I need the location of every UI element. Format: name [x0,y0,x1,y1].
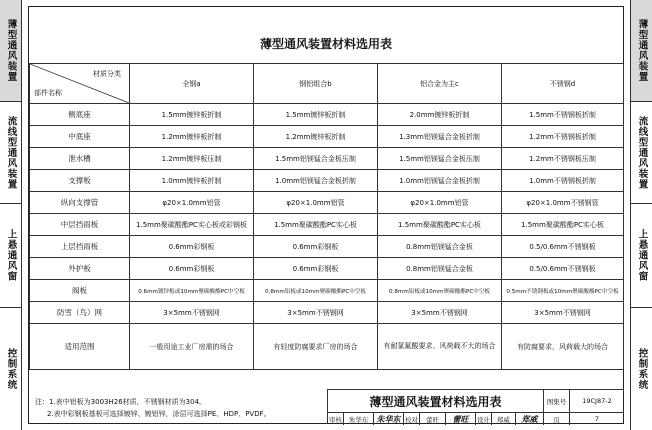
title-block [327,389,623,424]
side-tab-control-system-right[interactable]: 控制系统 [636,348,648,390]
row-name: 中底座 [30,126,130,148]
column-header: 铝合金为主c [378,64,502,104]
table-cell: 3×5mm不锈钢网 [502,302,624,324]
title-block-title: 薄型通风装置材料选用表 [328,390,544,413]
table-cell: 1.0mm镀锌板折制 [130,170,254,192]
table-cell: 3×5mm不锈钢网 [378,302,502,324]
table-cell: 有轻度防腐要求厂房的场合 [254,324,378,370]
table-cell: 0.8mm铝板或10mm聚碳酸酯PC中空板 [378,280,502,302]
table-cell: 1.0mm铝镁锰合金板折制 [378,170,502,192]
row-name: 泄水槽 [30,148,130,170]
table-cell: 1.0mm铝镁锰合金板折制 [254,170,378,192]
checker-signature: 蕾旺 [446,413,476,425]
table-cell: 有防腐要求，风荷载大的场合 [502,324,624,370]
table-row [30,214,624,236]
table-cell: 1.5mm铝镁锰合金板压制 [254,148,378,170]
check-label: 校对 [404,413,420,425]
table-cell: 0.5mm不锈钢板或10mm聚碳酸酯PC中空板 [502,280,624,302]
table-cell: φ20×1.0mm不锈钢管 [502,192,624,214]
table-row [30,170,624,192]
table-cell: φ20×1.0mm铝管 [378,192,502,214]
materials-table [29,63,624,370]
table-cell: 3×5mm不锈钢网 [130,302,254,324]
page-number: 7 [594,415,600,423]
table-cell: 0.6mm彩钢板 [130,258,254,280]
notes [35,396,271,420]
table-cell: 3×5mm不锈钢网 [254,302,378,324]
table-row [30,236,624,258]
review-label: 审核 [328,413,344,425]
table-row [30,258,624,280]
row-name: 阀板 [30,280,130,302]
page-label: 页 [544,413,570,425]
side-tab-thin-ventilator[interactable]: 薄型通风装置 [0,0,21,102]
table-row [30,192,624,214]
table-row [30,302,624,324]
checker-name: 蕾旺 [420,413,446,425]
table-cell: φ20×1.0mm铝管 [254,192,378,214]
table-cell: 0.5/0.6mm不锈钢板 [502,258,624,280]
table-cell: 1.2mm不锈钢板折制 [502,126,624,148]
atlas-no-label: 图集号 [544,390,570,413]
atlas-no: 19CJ87-2 [570,390,624,413]
designer-name: 郑威 [492,413,516,425]
row-name: 中层挡雨板 [30,214,130,236]
table-cell: 1.5mm不锈钢板折制 [502,104,624,126]
row-name: 纵向支撑管 [30,192,130,214]
side-tab-control-system[interactable]: 控制系统 [5,348,17,390]
table-cell: 2.0mm镀锌板折制 [378,104,502,126]
table-cell: 1.5mm铝镁锰合金板压制 [378,148,502,170]
table-row [30,280,624,302]
table-cell: 1.5mm聚碳酸酯PC实心板 [378,214,502,236]
designer-signature: 郑威 [516,413,544,425]
design-label: 设计 [476,413,492,425]
side-tab-top-hung-window-right[interactable]: 上悬通风窗 [631,204,652,308]
table-cell: 0.5/0.6mm不锈钢板 [502,236,624,258]
table-cell: 1.5mm聚碳酸酯PC实心板 [254,214,378,236]
table-cell: 1.2mm不锈钢板压制 [502,148,624,170]
table-header-row [30,64,624,104]
scope-row [30,324,624,370]
row-name: 适用范围 [30,324,130,370]
table-row [30,148,624,170]
column-header: 全钢a [130,64,254,104]
table-cell: 1.2mm镀锌板压制 [130,148,254,170]
column-header: 钢铝组合b [254,64,378,104]
side-tab-streamline-ventilator[interactable]: 流线型通风装置 [0,102,21,204]
table-cell: 有耐氯氟酸要求、风荷载不大的场合 [378,324,502,370]
reviewer-signature: 朱华东 [374,413,404,425]
table-cell: 1.5mm聚碳酸酯PC实心板或彩钢板 [130,214,254,236]
table-row [30,126,624,148]
table-cell: 1.2mm镀锌板折制 [254,126,378,148]
corner-header-cell [30,64,130,104]
table-cell: 0.6mm彩钢板 [254,236,378,258]
side-tab-thin-ventilator-right[interactable]: 薄型通风装置 [631,0,652,102]
row-name: 防雪（鸟）网 [30,302,130,324]
row-name: 支撑板 [30,170,130,192]
drawing-sheet [28,6,624,424]
table-cell: 0.8mm铝镁锰合金板 [378,236,502,258]
table-cell: 1.5mm镀锌板折制 [254,104,378,126]
side-tab-streamline-ventilator-right[interactable]: 流线型通风装置 [631,102,652,204]
table-cell: 1.2mm镀锌板折制 [130,126,254,148]
table-cell: 1.5mm聚碳酸酯PC实心板 [502,214,624,236]
table-row [30,104,624,126]
right-side-tabs [630,0,652,430]
table-cell: 一般用途工业厂房需的场合 [130,324,254,370]
table-cell: 1.0mm不锈钢板折制 [502,170,624,192]
row-name: 外护板 [30,258,130,280]
reviewer-name: 朱华东 [344,413,374,425]
corner-part-label: 部件名称 [34,89,62,97]
table-cell: 0.8mm铝镁锰合金板 [378,258,502,280]
table-cell: 0.6mm彩钢板 [130,236,254,258]
page-title: 薄型通风装置材料选用表 [259,37,392,51]
table-cell: 1.5mm镀锌板折制 [130,104,254,126]
table-cell: 0.6mm彩钢板 [254,258,378,280]
note-line: 2.表中彩钢板基板可选择镀锌、镀铝锌，涂层可选择PE、HDP、PVDF。 [47,410,271,418]
table-cell: 1.3mm铝镁锰合金板折制 [378,126,502,148]
row-name: 侧底座 [30,104,130,126]
table-cell: φ20×1.0mm铝管 [130,192,254,214]
side-tab-top-hung-window[interactable]: 上悬通风窗 [0,204,21,308]
left-side-tabs [0,0,22,430]
corner-material-label: 材质分类 [93,70,121,78]
column-header: 不锈钢d [502,64,624,104]
table-cell: 0.8mm铝板或10mm聚碳酸酯PC中空板 [254,280,378,302]
table-cell: 0.6mm镀锌板或10mm聚碳酸酯PC中空板 [130,280,254,302]
note-line: 注：1.表中铝板为3003H26材质，不锈钢材质为304。 [35,398,207,406]
row-name: 上层挡雨板 [30,236,130,258]
